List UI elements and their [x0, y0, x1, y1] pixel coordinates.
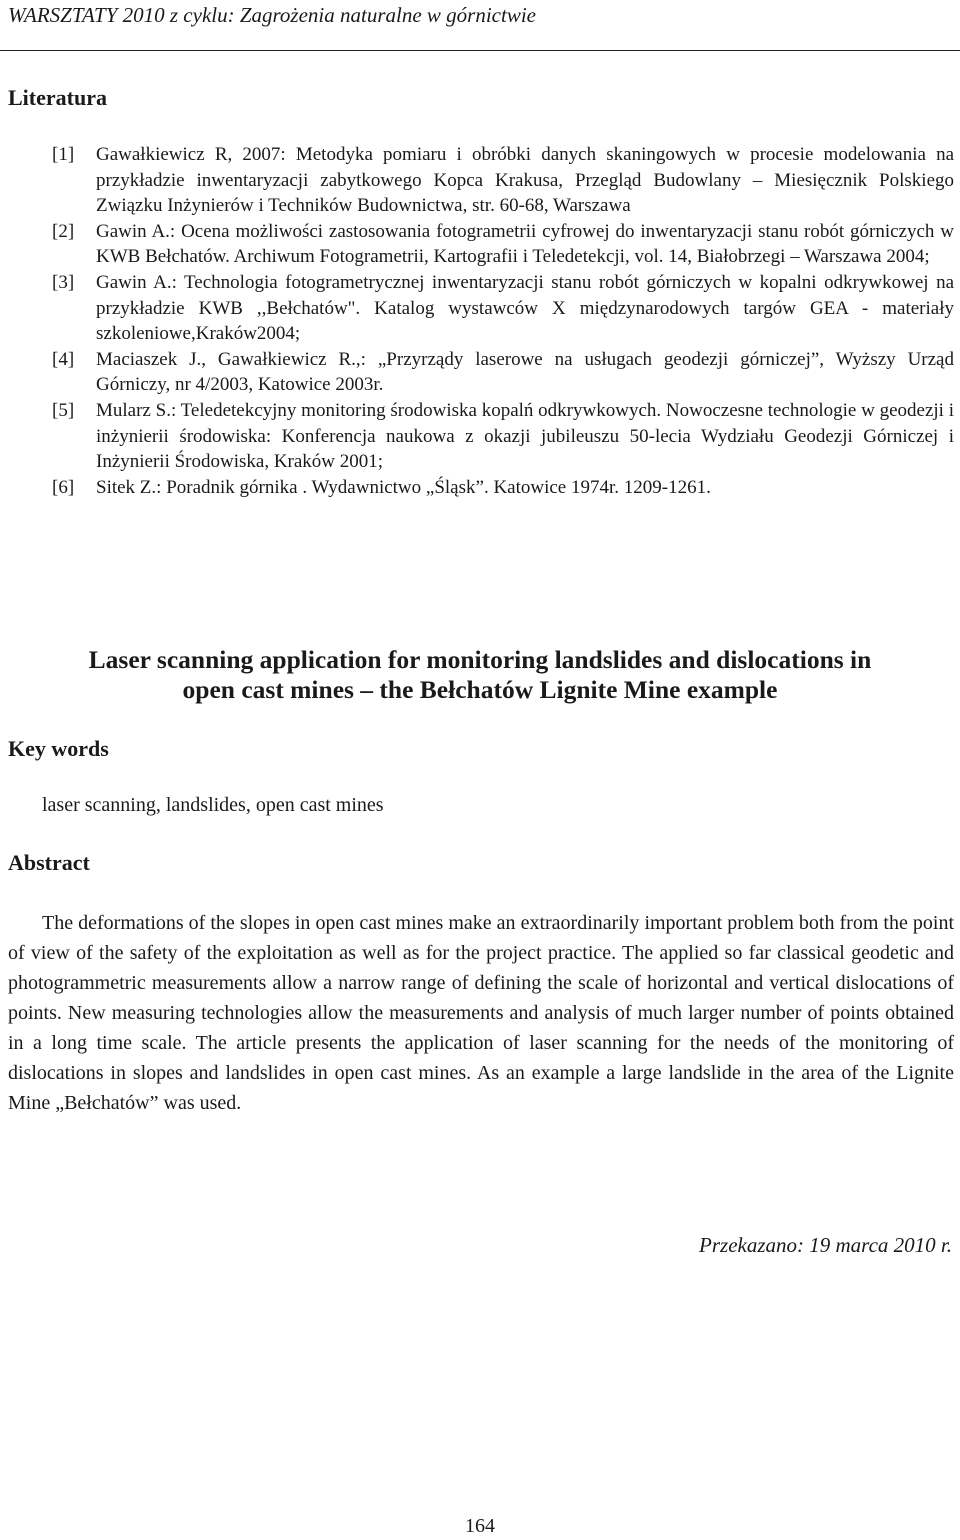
- reference-item: [52, 219, 954, 270]
- reference-number: [5]: [52, 399, 75, 421]
- reference-text: Maciaszek J., Gawałkiewicz R.,: „Przyrządy laserowe na usługach geodezji górniczej”, Wyższy Urząd Górniczy, nr 4/2003, Katowice 2003r.: [96, 348, 954, 396]
- reference-text: Gawin A.: Technologia fotogrametrycznej inwentaryzacji stanu robót górniczych w kopalni odkrywkowej na przykładzie KWB ,,Bełchatów". Katalog wystawców X międzynarodowych targów GEA - materiały szkoleniowe,Kraków2004;: [96, 271, 954, 345]
- article-title: [0, 645, 960, 705]
- reference-number: [6]: [52, 476, 75, 498]
- article-title-line-1: Laser scanning application for monitoring landslides and dislocations in: [88, 645, 872, 674]
- reference-number: [3]: [52, 271, 75, 293]
- reference-item: [52, 475, 954, 501]
- reference-text: Gawin A.: Ocena możliwości zastosowania fotogrametrii cyfrowej do inwentaryzacji stanu robót górniczych w KWB Bełchatów. Archiwum Fotogrametrii, Kartografii i Teledetekcji, vol. 14, Białobrzegi – Warszawa 2004;: [96, 220, 954, 268]
- keywords-heading: Key words: [8, 736, 109, 761]
- abstract-text: The deformations of the slopes in open cast mines make an extraordinarily important problem both from the point of view of the safety of the exploitation as well as for the project practice. The applied so far classical geodetic and photogrammetric measurements allow a narrow range of defining the scale of horizontal and vertical dislocations of points. New measuring technologies allow the measurements and analysis of much larger number of points obtained in a long time scale. The article presents the application of laser scanning for the needs of the monitoring of dislocations in slopes and landslides in open cast mines. As an example a large landslide in the area of the Lignite Mine „Bełchatów” was used.: [8, 912, 954, 1114]
- reference-text: Gawałkiewicz R, 2007: Metodyka pomiaru i obróbki danych skaningowych w procesie modelowania na przykładzie inwentaryzacji zabytkowego Kopca Krakusa, Przegląd Budowlany – Miesięcznik Polskiego Związku Inżynierów i Techników Budownictwa, str. 60-68, Warszawa: [96, 144, 954, 217]
- reference-number: [1]: [52, 144, 75, 165]
- reference-number: [4]: [52, 348, 75, 370]
- running-header: WARSZTATY 2010 z cyklu: Zagrożenia naturalne w górnictwie: [8, 3, 536, 27]
- reference-list: [52, 142, 954, 500]
- page-number: 164: [465, 1515, 495, 1537]
- header-divider: [0, 50, 960, 51]
- reference-number: [2]: [52, 220, 75, 242]
- keywords-text: laser scanning, landslides, open cast mines: [42, 794, 384, 816]
- reference-item: [52, 398, 954, 475]
- reference-text: Sitek Z.: Poradnik górnika . Wydawnictwo „Śląsk”. Katowice 1974r. 1209-1261.: [96, 476, 711, 498]
- article-title-line-2: open cast mines – the Bełchatów Lignite Mine example: [182, 675, 778, 704]
- reference-text: Mularz S.: Teledetekcyjny monitoring środowiska kopalń odkrywkowych. Nowoczesne technologie w geodezji i inżynierii środowiska: Konferencja naukowa z okazji jubileuszu 50-lecia Wydziału Geodezji Górniczej i Inżynierii Środowiska, Kraków 2001;: [96, 399, 954, 473]
- reference-item: [52, 270, 954, 347]
- received-date: Przekazano: 19 marca 2010 r.: [699, 1233, 952, 1257]
- literature-heading: Literatura: [8, 85, 107, 110]
- reference-item: [52, 347, 954, 398]
- reference-item: [52, 142, 954, 219]
- abstract-heading: Abstract: [8, 850, 90, 875]
